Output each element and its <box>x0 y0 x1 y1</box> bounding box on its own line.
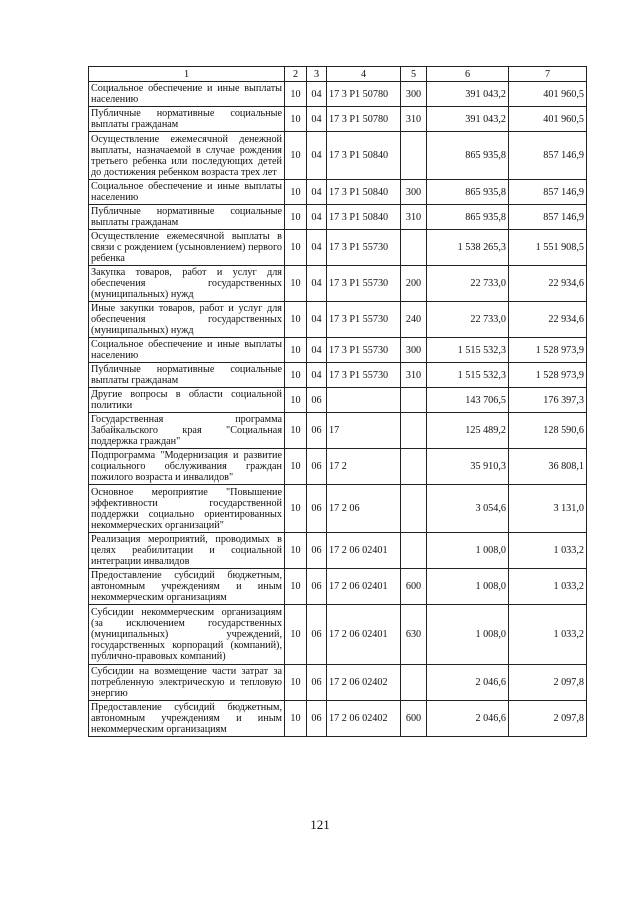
row-amount-year-2: 1 528 973,9 <box>509 363 587 388</box>
row-target-article: 17 3 Р1 50840 <box>327 205 401 230</box>
row-amount-year-1: 391 043,2 <box>427 107 509 132</box>
table-row <box>89 363 587 388</box>
row-expense-type: 600 <box>401 569 427 605</box>
row-name: Предоставление субсидий бюджетным, автономным учреждениям и иным некоммерческим организациям <box>89 569 285 605</box>
table-row <box>89 569 587 605</box>
row-expense-type <box>401 485 427 533</box>
row-name: Предоставление субсидий бюджетным, автономным учреждениям и иным некоммерческим организациям <box>89 701 285 737</box>
row-amount-year-1: 865 935,8 <box>427 132 509 180</box>
row-subsection: 06 <box>307 701 327 737</box>
row-subsection: 06 <box>307 413 327 449</box>
row-expense-type: 310 <box>401 363 427 388</box>
row-section: 10 <box>285 302 307 338</box>
row-amount-year-1: 2 046,6 <box>427 701 509 737</box>
table-row <box>89 205 587 230</box>
row-subsection: 04 <box>307 180 327 205</box>
table-row <box>89 449 587 485</box>
budget-table <box>88 66 587 737</box>
row-target-article: 17 2 06 02401 <box>327 569 401 605</box>
row-expense-type: 300 <box>401 180 427 205</box>
table-row <box>89 338 587 363</box>
row-section: 10 <box>285 388 307 413</box>
row-subsection: 04 <box>307 338 327 363</box>
page-number: 121 <box>310 817 330 832</box>
row-section: 10 <box>285 449 307 485</box>
row-expense-type: 300 <box>401 82 427 107</box>
row-amount-year-2: 2 097,8 <box>509 701 587 737</box>
row-name: Закупка товаров, работ и услуг для обеспечения государственных (муниципальных) нужд <box>89 266 285 302</box>
table-body <box>89 82 587 737</box>
row-amount-year-2: 2 097,8 <box>509 665 587 701</box>
row-subsection: 06 <box>307 605 327 665</box>
row-target-article: 17 3 Р1 55730 <box>327 338 401 363</box>
row-expense-type <box>401 413 427 449</box>
row-section: 10 <box>285 701 307 737</box>
row-amount-year-1: 1 008,0 <box>427 569 509 605</box>
row-name: Публичные нормативные социальные выплаты гражданам <box>89 205 285 230</box>
header-col-3: 3 <box>307 67 327 82</box>
row-name: Иные закупки товаров, работ и услуг для обеспечения государственных (муниципальных) нужд <box>89 302 285 338</box>
table-row <box>89 605 587 665</box>
row-target-article: 17 3 Р1 55730 <box>327 266 401 302</box>
row-expense-type <box>401 665 427 701</box>
row-subsection: 04 <box>307 363 327 388</box>
row-amount-year-2: 36 808,1 <box>509 449 587 485</box>
header-col-4: 4 <box>327 67 401 82</box>
row-name: Основное мероприятие "Повышение эффективности государственной поддержки социально ориентированных некоммерческих организаций" <box>89 485 285 533</box>
row-name: Публичные нормативные социальные выплаты гражданам <box>89 363 285 388</box>
row-amount-year-2: 22 934,6 <box>509 302 587 338</box>
row-name: Субсидии на возмещение части затрат за потребленную электрическую и тепловую энергию <box>89 665 285 701</box>
row-section: 10 <box>285 413 307 449</box>
table-row <box>89 82 587 107</box>
row-target-article: 17 <box>327 413 401 449</box>
row-name: Социальное обеспечение и иные выплаты населению <box>89 180 285 205</box>
row-expense-type <box>401 533 427 569</box>
header-col-2: 2 <box>285 67 307 82</box>
row-section: 10 <box>285 363 307 388</box>
row-name: Подпрограмма "Модернизация и развитие социального обслуживания граждан пожилого возраста и инвалидов" <box>89 449 285 485</box>
row-section: 10 <box>285 569 307 605</box>
row-amount-year-1: 865 935,8 <box>427 205 509 230</box>
row-amount-year-1: 1 008,0 <box>427 605 509 665</box>
row-name: Осуществление ежемесячной денежной выплаты, назначаемой в случае рождения третьего ребенка или последующих детей до достижения ребенком возраста трех лет <box>89 132 285 180</box>
header-col-5: 5 <box>401 67 427 82</box>
table-row <box>89 665 587 701</box>
row-name: Социальное обеспечение и иные выплаты населению <box>89 338 285 363</box>
row-amount-year-1: 1 538 265,3 <box>427 230 509 266</box>
row-expense-type: 310 <box>401 107 427 132</box>
row-expense-type <box>401 449 427 485</box>
row-target-article: 17 2 06 02401 <box>327 533 401 569</box>
row-amount-year-1: 1 515 532,3 <box>427 338 509 363</box>
row-expense-type: 630 <box>401 605 427 665</box>
row-amount-year-1: 35 910,3 <box>427 449 509 485</box>
row-subsection: 04 <box>307 205 327 230</box>
row-subsection: 04 <box>307 82 327 107</box>
header-col-6: 6 <box>427 67 509 82</box>
row-amount-year-1: 1 008,0 <box>427 533 509 569</box>
row-section: 10 <box>285 230 307 266</box>
row-subsection: 04 <box>307 302 327 338</box>
row-amount-year-1: 3 054,6 <box>427 485 509 533</box>
table-row <box>89 266 587 302</box>
row-amount-year-2: 857 146,9 <box>509 180 587 205</box>
row-section: 10 <box>285 266 307 302</box>
row-target-article: 17 2 06 <box>327 485 401 533</box>
table-row <box>89 132 587 180</box>
row-target-article: 17 2 06 02402 <box>327 701 401 737</box>
table-row <box>89 485 587 533</box>
row-name: Реализация мероприятий, проводимых в целях реабилитации и социальной интеграции инвалидов <box>89 533 285 569</box>
header-col-7: 7 <box>509 67 587 82</box>
row-amount-year-2: 1 033,2 <box>509 605 587 665</box>
row-amount-year-2: 22 934,6 <box>509 266 587 302</box>
row-target-article: 17 3 Р1 55730 <box>327 302 401 338</box>
row-expense-type: 240 <box>401 302 427 338</box>
row-subsection: 04 <box>307 132 327 180</box>
row-target-article: 17 2 06 02402 <box>327 665 401 701</box>
row-amount-year-2: 1 528 973,9 <box>509 338 587 363</box>
row-name: Субсидии некоммерческим организациям (за исключением государственных (муниципальных) учреждений, государственных корпораций (компаний), публично-правовых компаний) <box>89 605 285 665</box>
row-name: Осуществление ежемесячной выплаты в связи с рождением (усыновлением) первого ребенка <box>89 230 285 266</box>
row-subsection: 04 <box>307 266 327 302</box>
row-amount-year-2: 401 960,5 <box>509 107 587 132</box>
row-section: 10 <box>285 338 307 363</box>
row-section: 10 <box>285 180 307 205</box>
row-target-article: 17 3 Р1 50840 <box>327 180 401 205</box>
header-col-1: 1 <box>89 67 285 82</box>
row-section: 10 <box>285 665 307 701</box>
row-amount-year-1: 125 489,2 <box>427 413 509 449</box>
row-section: 10 <box>285 132 307 180</box>
row-subsection: 06 <box>307 533 327 569</box>
row-amount-year-2: 1 551 908,5 <box>509 230 587 266</box>
row-section: 10 <box>285 205 307 230</box>
row-amount-year-1: 1 515 532,3 <box>427 363 509 388</box>
row-subsection: 06 <box>307 388 327 413</box>
row-amount-year-2: 401 960,5 <box>509 82 587 107</box>
row-subsection: 06 <box>307 449 327 485</box>
row-name: Публичные нормативные социальные выплаты гражданам <box>89 107 285 132</box>
row-amount-year-2: 1 033,2 <box>509 569 587 605</box>
row-amount-year-1: 22 733,0 <box>427 266 509 302</box>
row-target-article: 17 3 Р1 55730 <box>327 363 401 388</box>
row-expense-type <box>401 132 427 180</box>
row-amount-year-2: 3 131,0 <box>509 485 587 533</box>
row-target-article: 17 3 Р1 50780 <box>327 107 401 132</box>
row-target-article <box>327 388 401 413</box>
row-expense-type: 310 <box>401 205 427 230</box>
row-section: 10 <box>285 82 307 107</box>
row-amount-year-2: 176 397,3 <box>509 388 587 413</box>
row-amount-year-2: 128 590,6 <box>509 413 587 449</box>
row-amount-year-1: 22 733,0 <box>427 302 509 338</box>
row-amount-year-1: 391 043,2 <box>427 82 509 107</box>
row-amount-year-1: 143 706,5 <box>427 388 509 413</box>
table-row <box>89 230 587 266</box>
table-row <box>89 107 587 132</box>
row-target-article: 17 2 06 02401 <box>327 605 401 665</box>
row-target-article: 17 3 Р1 55730 <box>327 230 401 266</box>
table-row <box>89 413 587 449</box>
table-row <box>89 302 587 338</box>
row-name: Социальное обеспечение и иные выплаты населению <box>89 82 285 107</box>
table-row <box>89 701 587 737</box>
row-target-article: 17 3 Р1 50840 <box>327 132 401 180</box>
header-row <box>89 67 587 82</box>
table-row <box>89 388 587 413</box>
row-subsection: 06 <box>307 665 327 701</box>
row-amount-year-2: 1 033,2 <box>509 533 587 569</box>
row-subsection: 04 <box>307 230 327 266</box>
row-section: 10 <box>285 533 307 569</box>
row-name: Государственная программа Забайкальского края "Социальная поддержка граждан" <box>89 413 285 449</box>
row-expense-type: 600 <box>401 701 427 737</box>
row-subsection: 06 <box>307 485 327 533</box>
row-expense-type <box>401 230 427 266</box>
row-amount-year-2: 857 146,9 <box>509 132 587 180</box>
row-subsection: 06 <box>307 569 327 605</box>
row-expense-type: 300 <box>401 338 427 363</box>
row-section: 10 <box>285 485 307 533</box>
table-row <box>89 180 587 205</box>
row-name: Другие вопросы в области социальной политики <box>89 388 285 413</box>
row-subsection: 04 <box>307 107 327 132</box>
row-expense-type <box>401 388 427 413</box>
row-section: 10 <box>285 605 307 665</box>
row-expense-type: 200 <box>401 266 427 302</box>
row-target-article: 17 3 Р1 50780 <box>327 82 401 107</box>
row-amount-year-1: 865 935,8 <box>427 180 509 205</box>
row-amount-year-1: 2 046,6 <box>427 665 509 701</box>
row-target-article: 17 2 <box>327 449 401 485</box>
row-section: 10 <box>285 107 307 132</box>
row-amount-year-2: 857 146,9 <box>509 205 587 230</box>
table-row <box>89 533 587 569</box>
